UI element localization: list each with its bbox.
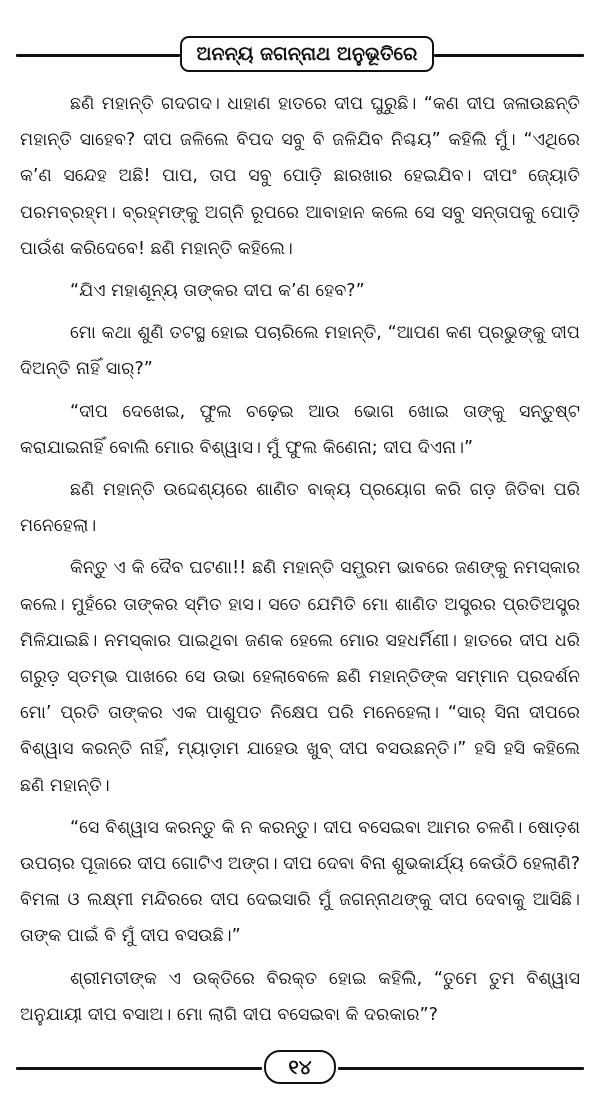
page-number: ୧୪ <box>264 1050 336 1084</box>
header-rule-left <box>16 54 180 57</box>
paragraph: ମୋ କଥା ଶୁଣି ତଟସ୍ଥ ହୋଇ ପଚାରିଲେ ମହାନ୍ତି, “ଆପଣ କଣ ପ୍ରଭୁଙ୍କୁ ଦୀପ ଦିଅନ୍ତି ନାହିଁ ସାର୍?” <box>20 323 580 380</box>
page-header <box>16 36 584 76</box>
paragraph: ଶ୍ରୀମତୀଙ୍କ ଏ ଉକ୍ତିରେ ବିରକ୍ତ ହୋଇ କହିଲି, “ତୁମେ ତୁମ ବିଶ୍ୱାସ ଅନୁଯାୟୀ ଦୀପ ବସାଅ। ମୋ ଲାଗି ଦୀପ ବସେଇବା କି ଦରକାର”? <box>20 968 580 1025</box>
header-rule-right <box>434 54 584 57</box>
paragraph: “ଦୀପ ଦେଖେଇ, ଫୁଲ ଚଢ଼େଇ ଆଉ ଭୋଗ ଖୋଇ ତାଙ୍କୁ ସନ୍ତୁଷ୍ଟ କରାଯାଇନାହିଁ ବୋଲି ମୋର ବିଶ୍ୱାସ। ମୁଁ ଫୁଲ କିଣେନା; ଦୀପ ଦିଏନା।” <box>20 401 580 458</box>
page-footer <box>16 1050 584 1090</box>
paragraph: “ସେ ବିଶ୍ୱାସ କରନ୍ତୁ କି ନ କରନ୍ତୁ। ଦୀପ ବସେଇବା ଆମର ଚଳଣି। ଷୋଡ଼ଶ ଉପଚାର ପୂଜାରେ ଦୀପ ଗୋଟିଏ ଅଙ୍ଗ। ଦୀପ ଦେବା ବିନା ଶୁଭକାର୍ଯ୍ୟ କେଉଁଠି ହେଲାଣି? ବିମଳା ଓ ଲକ୍ଷ୍ମୀ ମନ୍ଦିରରେ ଦୀପ ଦେଇସାରି ମୁଁ ଜଗନ୍ନାଥଙ୍କୁ ଦୀପ ଦେବାକୁ ଆସିଛି। ତାଙ୍କ ପାଇଁ ବି ମୁଁ ଦୀପ ବସଉଛି।” <box>20 817 580 947</box>
body-text <box>20 86 580 1039</box>
paragraph: “ଯିଏ ମହାଶୂନ୍ୟ ତାଙ୍କର ଦୀପ କ’ଣ ହେବ?” <box>70 281 365 302</box>
paragraph: ଛଣି ମହାନ୍ତି ଉଦ୍ଦେଶ୍ୟରେ ଶାଣିତ ବାକ୍ୟ ପ୍ରୟୋଗ କରି ଗଡ଼ ଜିତିବା ପରି ମନେହେଲା। <box>20 480 580 537</box>
footer-rule-left <box>16 1067 262 1070</box>
paragraph: ଛଣି ମହାନ୍ତି ଗଦଗଦ। ଧାହାଣ ହାତରେ ଦୀପ ଘୁରୁଛି। “କଣ ଦୀପ ଜଳାଉଛନ୍ତି ମହାନ୍ତି ସାହେବ? ଦୀପ ଜଳିଲେ ବିପଦ ସବୁ ବି ଜଳିଯିବ ନିଶ୍ଚୟ” କହିଲି ମୁଁ। “ଏଥିରେ କ’ଣ ସନ୍ଦେହ ଅଛି! ପାପ, ତାପ ସବୁ ପୋଡ଼ି ଛାରଖାର ହେଇଯିବ। ଦୀପଂ ଜ୍ୟୋତି ପରମବ୍ରହ୍ମ। ବ୍ରହ୍ମଙ୍କୁ ଅଗ୍ନି ରୂପରେ ଆବାହାନ କଲେ ସେ ସବୁ ସନ୍ତାପକୁ ପୋଡ଼ି ପାଉଁଶ କରିଦେବେ! ଛଣି ମହାନ୍ତି କହିଲେ। <box>20 94 580 259</box>
paragraph: କିନ୍ତୁ ଏ କି ଦୈବ ଘଟଣା!! ଛଣି ମହାନ୍ତି ସମ୍ଭ୍ରମ ଭାବରେ ଜଣଙ୍କୁ ନମସ୍କାର କଲେ। ମୁହଁରେ ତାଙ୍କର ସ୍ମିତ ହାସ। ସତେ ଯେମିତି ମୋ ଶାଣିତ ଅସ୍ତ୍ରର ପ୍ରତିଅସ୍ତ୍ର ମିଳିଯାଇଛି। ନମସ୍କାର ପାଇଥିବା ଜଣକ ହେଲେ ମୋର ସହଧର୍ମିଣୀ। ହାତରେ ଦୀପ ଧରି ଗରୁଡ଼ ସ୍ତମ୍ଭ ପାଖରେ ସେ ଉଭା ହେଲାବେଳେ ଛଣି ମହାନ୍ତିଙ୍କ ସମ୍ମାନ ପ୍ରଦର୍ଶନ ମୋ’ ପ୍ରତି ତାଙ୍କର ଏକ ପାଶୁପତ ନିକ୍ଷେପ ପରି ମନେହେଲା। “ସାର୍ ସିନା ଦୀପରେ ବିଶ୍ୱାସ କରନ୍ତି ନାହିଁ, ମ୍ୟାଡ଼ାମ ଯାହେଉ ଖୁବ୍ ଦୀପ ବସଉଛନ୍ତି।” ହସି ହସି କହିଲେ ଛଣି ମହାନ୍ତି। <box>20 558 580 796</box>
running-title: ଅନନ୍ୟ ଜଗନ୍ନାଥ ଅନୁଭୂତିରେ <box>180 36 434 72</box>
footer-rule-right <box>338 1067 584 1070</box>
